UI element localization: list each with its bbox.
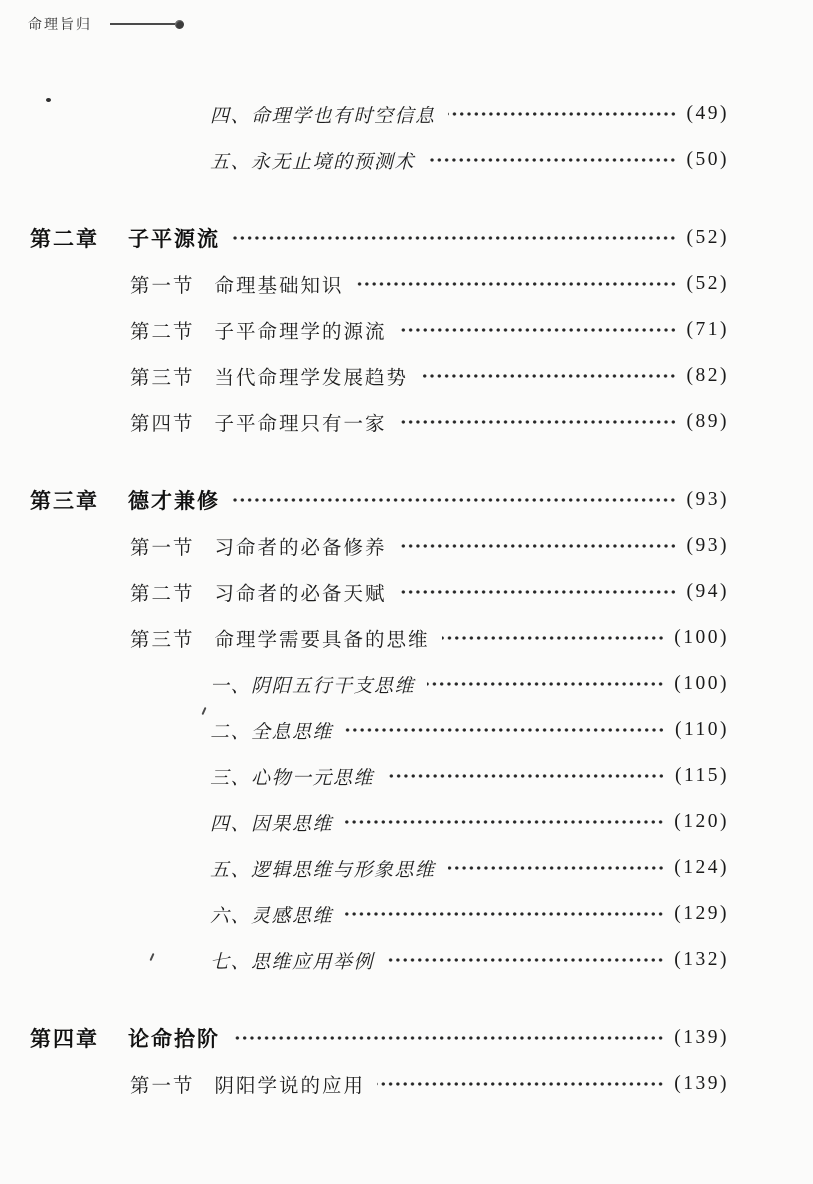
dot-leader bbox=[448, 854, 665, 882]
entry-title: 命理基础知识 bbox=[214, 276, 344, 297]
dot-leader bbox=[232, 486, 677, 514]
entry-title: 子平命理只有一家 bbox=[214, 414, 387, 435]
dot-leader bbox=[377, 1070, 664, 1098]
entry-title: 习命者的必备修养 bbox=[214, 538, 387, 559]
book-title: 命理旨归 bbox=[28, 18, 92, 33]
page-number: (52) bbox=[686, 273, 729, 294]
entry-number: 第一节 bbox=[130, 1076, 195, 1097]
page-number: (132) bbox=[674, 949, 729, 970]
entry-title: 三、心物一元思维 bbox=[210, 767, 375, 789]
dot-leader bbox=[420, 362, 676, 390]
dot-leader bbox=[399, 408, 677, 436]
page-number: (129) bbox=[674, 903, 729, 924]
page-number: (100) bbox=[674, 627, 729, 648]
page-number: (120) bbox=[674, 811, 729, 832]
page-number: (139) bbox=[674, 1027, 729, 1048]
toc-entry bbox=[30, 578, 729, 606]
dot-leader bbox=[448, 100, 677, 128]
toc-entry bbox=[30, 946, 729, 974]
entry-title: 德才兼修 bbox=[128, 490, 220, 513]
toc-entry bbox=[30, 486, 729, 514]
entry-title: 二、全息思维 bbox=[210, 721, 334, 743]
page-number: (93) bbox=[686, 535, 729, 556]
toc-entry bbox=[30, 624, 729, 652]
page-number: (100) bbox=[674, 673, 729, 694]
entry-title: 四、因果思维 bbox=[210, 813, 334, 835]
dot-leader bbox=[356, 270, 677, 298]
entry-number: 第三章 bbox=[30, 490, 99, 513]
dot-leader bbox=[345, 808, 664, 836]
page-number: (49) bbox=[686, 103, 729, 124]
dot-leader bbox=[399, 316, 677, 344]
toc-entry bbox=[30, 716, 729, 744]
dot-leader bbox=[232, 224, 677, 252]
page-number: (124) bbox=[674, 857, 729, 878]
toc-entry bbox=[30, 900, 729, 928]
page-number: (94) bbox=[686, 581, 729, 602]
dot-leader bbox=[399, 578, 677, 606]
dot-leader bbox=[232, 1024, 664, 1052]
page-number: (139) bbox=[674, 1073, 729, 1094]
toc-entry bbox=[30, 1070, 729, 1098]
header-rule bbox=[110, 20, 184, 29]
entry-title: 四、命理学也有时空信息 bbox=[210, 105, 436, 127]
dot-leader bbox=[427, 146, 676, 174]
toc-entry bbox=[30, 670, 729, 698]
running-header bbox=[28, 14, 184, 34]
toc-entry bbox=[30, 316, 729, 344]
dot-leader bbox=[427, 670, 664, 698]
dot-leader bbox=[386, 762, 665, 790]
entry-number: 第二节 bbox=[130, 322, 195, 343]
page-number: (71) bbox=[686, 319, 729, 340]
header-rule-dot-icon bbox=[175, 20, 184, 29]
toc-list bbox=[30, 100, 729, 1116]
page-number: (93) bbox=[686, 489, 729, 510]
dot-leader bbox=[345, 716, 665, 744]
entry-title: 七、思维应用举例 bbox=[210, 951, 375, 973]
entry-title: 论命拾阶 bbox=[128, 1028, 220, 1051]
entry-title: 子平命理学的源流 bbox=[214, 322, 387, 343]
entry-title: 习命者的必备天赋 bbox=[214, 584, 387, 605]
entry-number: 第四章 bbox=[30, 1028, 99, 1051]
toc-entry bbox=[30, 532, 729, 560]
page-number: (115) bbox=[674, 765, 729, 786]
entry-title: 阴阳学说的应用 bbox=[214, 1076, 366, 1097]
entry-number: 第二节 bbox=[130, 584, 195, 605]
toc-entry bbox=[30, 854, 729, 882]
toc-entry bbox=[30, 270, 729, 298]
toc-entry bbox=[30, 224, 729, 252]
dot-leader bbox=[399, 532, 677, 560]
entry-number: 第二章 bbox=[30, 228, 99, 251]
entry-number: 第四节 bbox=[130, 414, 195, 435]
dot-leader bbox=[442, 624, 665, 652]
entry-title: 命理学需要具备的思维 bbox=[214, 630, 430, 651]
toc-entry bbox=[30, 362, 729, 390]
page-number: (50) bbox=[686, 149, 729, 170]
dot-leader bbox=[386, 946, 664, 974]
toc-entry bbox=[30, 1024, 729, 1052]
page-number: (82) bbox=[686, 365, 729, 386]
toc-entry bbox=[30, 408, 729, 436]
entry-title: 子平源流 bbox=[128, 228, 220, 251]
toc-entry bbox=[30, 100, 729, 128]
entry-title: 当代命理学发展趋势 bbox=[214, 368, 409, 389]
entry-title: 五、永无止境的预测术 bbox=[210, 151, 416, 173]
entry-title: 一、阴阳五行干支思维 bbox=[210, 675, 416, 697]
entry-title: 五、逻辑思维与形象思维 bbox=[210, 859, 436, 881]
entry-number: 第三节 bbox=[130, 368, 195, 389]
toc-entry bbox=[30, 808, 729, 836]
page-number: (110) bbox=[674, 719, 729, 740]
entry-number: 第一节 bbox=[130, 276, 195, 297]
header-rule-line bbox=[110, 23, 176, 25]
page-number: (89) bbox=[686, 411, 729, 432]
toc-entry bbox=[30, 146, 729, 174]
toc-entry bbox=[30, 762, 729, 790]
dot-leader bbox=[345, 900, 664, 928]
entry-number: 第一节 bbox=[130, 538, 195, 559]
entry-title: 六、灵感思维 bbox=[210, 905, 334, 927]
page-number: (52) bbox=[686, 227, 729, 248]
entry-number: 第三节 bbox=[130, 630, 195, 651]
